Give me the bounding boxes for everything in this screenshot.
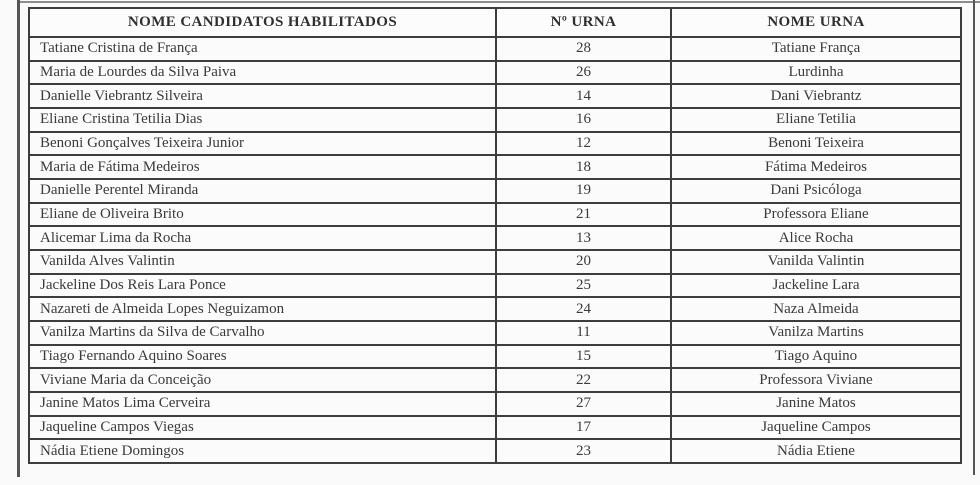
outer-frame-top-line bbox=[20, 1, 980, 3]
candidate-name-cell: Maria de Lourdes da Silva Paiva bbox=[29, 61, 496, 85]
candidate-name-cell: Jackeline Dos Reis Lara Ponce bbox=[29, 274, 496, 298]
outer-frame-right-line bbox=[973, 0, 975, 475]
urna-number-cell: 22 bbox=[496, 368, 671, 392]
table-row bbox=[29, 155, 961, 179]
candidate-name-cell: Maria de Fátima Medeiros bbox=[29, 155, 496, 179]
table-row bbox=[29, 179, 961, 203]
candidate-name-cell: Danielle Viebrantz Silveira bbox=[29, 84, 496, 108]
urna-name-cell: Janine Matos bbox=[671, 392, 961, 416]
urna-name-cell: Lurdinha bbox=[671, 61, 961, 85]
urna-name-cell: Jaqueline Campos bbox=[671, 416, 961, 440]
urna-name-cell: Vanilza Martins bbox=[671, 321, 961, 345]
table-row bbox=[29, 274, 961, 298]
urna-name-cell: Nádia Etiene bbox=[671, 439, 961, 463]
table-row bbox=[29, 108, 961, 132]
urna-number-cell: 28 bbox=[496, 37, 671, 61]
urna-name-cell: Tatiane França bbox=[671, 37, 961, 61]
urna-number-cell: 25 bbox=[496, 274, 671, 298]
header-numero-urna: Nº URNA bbox=[496, 8, 671, 37]
outer-frame-left-line bbox=[17, 0, 20, 477]
urna-number-cell: 12 bbox=[496, 132, 671, 156]
urna-name-cell: Jackeline Lara bbox=[671, 274, 961, 298]
table-row bbox=[29, 61, 961, 85]
table-row bbox=[29, 297, 961, 321]
candidate-name-cell: Eliane de Oliveira Brito bbox=[29, 203, 496, 227]
candidate-name-cell: Janine Matos Lima Cerveira bbox=[29, 392, 496, 416]
header-row bbox=[29, 8, 961, 37]
header-nome-urna: NOME URNA bbox=[671, 8, 961, 37]
urna-name-cell: Benoni Teixeira bbox=[671, 132, 961, 156]
urna-number-cell: 16 bbox=[496, 108, 671, 132]
urna-number-cell: 24 bbox=[496, 297, 671, 321]
candidate-name-cell: Vanilda Alves Valintin bbox=[29, 250, 496, 274]
urna-name-cell: Fátima Medeiros bbox=[671, 155, 961, 179]
candidate-name-cell: Benoni Gonçalves Teixeira Junior bbox=[29, 132, 496, 156]
candidate-name-cell: Nazareti de Almeida Lopes Neguizamon bbox=[29, 297, 496, 321]
urna-number-cell: 11 bbox=[496, 321, 671, 345]
candidate-name-cell: Tiago Fernando Aquino Soares bbox=[29, 345, 496, 369]
candidate-name-cell: Danielle Perentel Miranda bbox=[29, 179, 496, 203]
candidates-table bbox=[28, 7, 962, 464]
candidate-name-cell: Eliane Cristina Tetilia Dias bbox=[29, 108, 496, 132]
urna-number-cell: 26 bbox=[496, 61, 671, 85]
urna-name-cell: Professora Viviane bbox=[671, 368, 961, 392]
urna-name-cell: Naza Almeida bbox=[671, 297, 961, 321]
candidate-name-cell: Nádia Etiene Domingos bbox=[29, 439, 496, 463]
urna-name-cell: Tiago Aquino bbox=[671, 345, 961, 369]
urna-number-cell: 27 bbox=[496, 392, 671, 416]
urna-number-cell: 18 bbox=[496, 155, 671, 179]
urna-number-cell: 15 bbox=[496, 345, 671, 369]
urna-name-cell: Professora Eliane bbox=[671, 203, 961, 227]
candidate-name-cell: Tatiane Cristina de França bbox=[29, 37, 496, 61]
table-row bbox=[29, 132, 961, 156]
candidate-name-cell: Alicemar Lima da Rocha bbox=[29, 226, 496, 250]
table-row bbox=[29, 345, 961, 369]
urna-number-cell: 21 bbox=[496, 203, 671, 227]
urna-name-cell: Alice Rocha bbox=[671, 226, 961, 250]
urna-number-cell: 13 bbox=[496, 226, 671, 250]
urna-number-cell: 20 bbox=[496, 250, 671, 274]
table-row bbox=[29, 250, 961, 274]
table-row bbox=[29, 37, 961, 61]
table-row bbox=[29, 416, 961, 440]
urna-number-cell: 14 bbox=[496, 84, 671, 108]
urna-number-cell: 23 bbox=[496, 439, 671, 463]
urna-name-cell: Vanilda Valintin bbox=[671, 250, 961, 274]
table-row bbox=[29, 226, 961, 250]
table-row bbox=[29, 321, 961, 345]
table-body bbox=[29, 37, 961, 463]
header-nome-candidatos-habilitados: NOME CANDIDATOS HABILITADOS bbox=[29, 8, 496, 37]
candidate-name-cell: Viviane Maria da Conceição bbox=[29, 368, 496, 392]
urna-number-cell: 17 bbox=[496, 416, 671, 440]
table-row bbox=[29, 84, 961, 108]
table-row bbox=[29, 203, 961, 227]
table-row bbox=[29, 439, 961, 463]
urna-name-cell: Dani Psicóloga bbox=[671, 179, 961, 203]
candidate-name-cell: Vanilza Martins da Silva de Carvalho bbox=[29, 321, 496, 345]
urna-name-cell: Eliane Tetilia bbox=[671, 108, 961, 132]
table-row bbox=[29, 368, 961, 392]
candidate-name-cell: Jaqueline Campos Viegas bbox=[29, 416, 496, 440]
table-row bbox=[29, 392, 961, 416]
urna-number-cell: 19 bbox=[496, 179, 671, 203]
urna-name-cell: Dani Viebrantz bbox=[671, 84, 961, 108]
